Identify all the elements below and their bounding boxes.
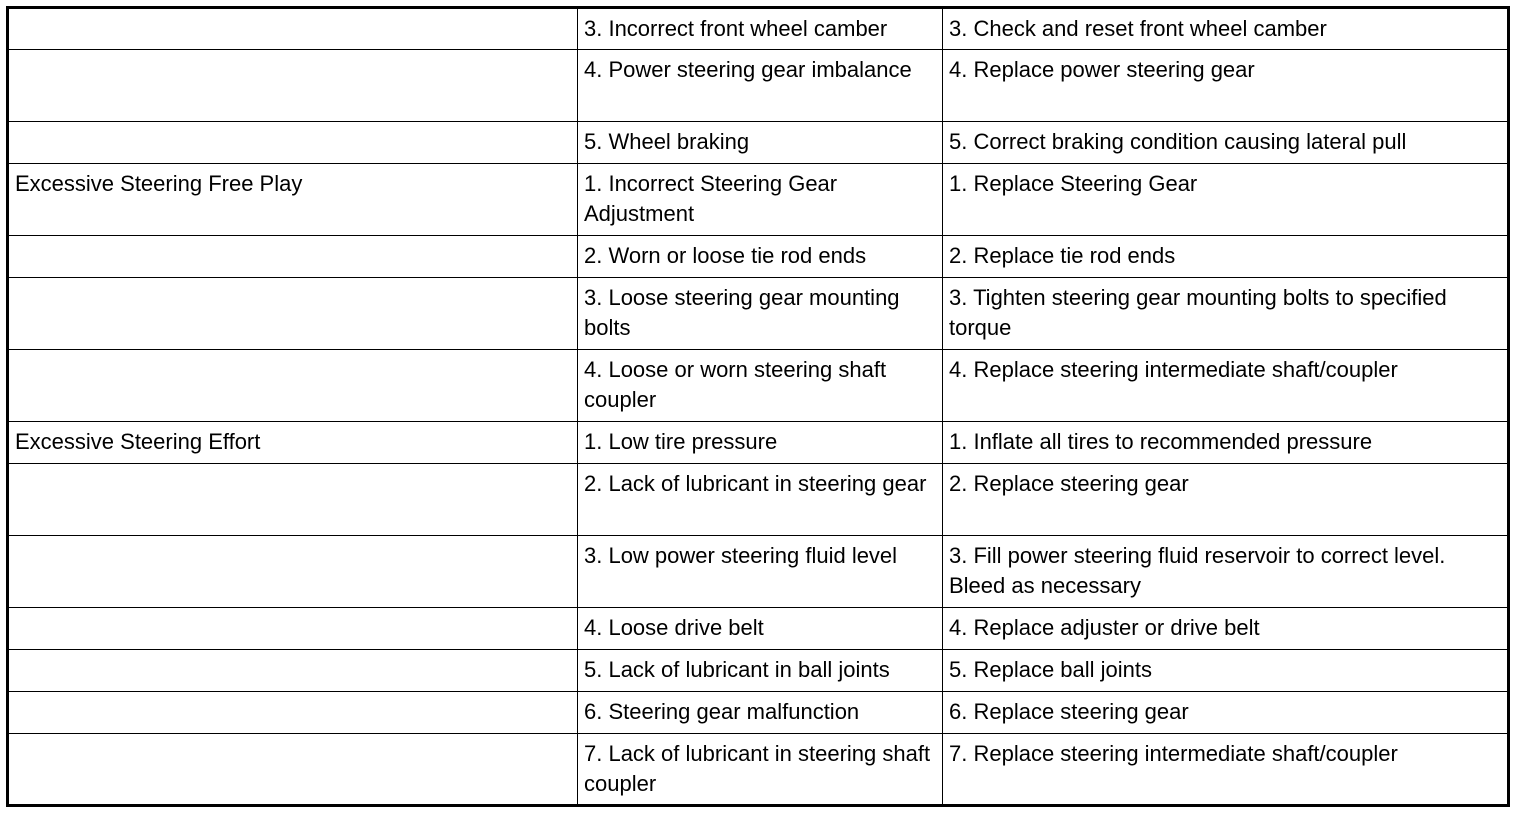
- table-row: [8, 164, 1509, 236]
- correction-cell: 1. Inflate all tires to recommended pressure: [943, 422, 1509, 464]
- correction-cell: 3. Check and reset front wheel camber: [943, 8, 1509, 50]
- correction-cell: 5. Correct braking condition causing lateral pull: [943, 122, 1509, 164]
- cause-cell: 1. Low tire pressure: [578, 422, 943, 464]
- condition-cell: [8, 608, 578, 650]
- cause-cell: 5. Wheel braking: [578, 122, 943, 164]
- cause-cell: 3. Loose steering gear mounting bolts: [578, 278, 943, 350]
- table-row: [8, 650, 1509, 692]
- table-row: [8, 734, 1509, 806]
- condition-cell: Excessive Steering Effort: [8, 422, 578, 464]
- condition-cell: [8, 464, 578, 536]
- diagnosis-table: [6, 6, 1510, 807]
- correction-cell: 3. Tighten steering gear mounting bolts to specified torque: [943, 278, 1509, 350]
- correction-cell: 3. Fill power steering fluid reservoir to correct level. Bleed as necessary: [943, 536, 1509, 608]
- correction-cell: 4. Replace steering intermediate shaft/coupler: [943, 350, 1509, 422]
- cause-cell: 5. Lack of lubricant in ball joints: [578, 650, 943, 692]
- cause-cell: 4. Power steering gear imbalance: [578, 50, 943, 122]
- table-row: [8, 8, 1509, 50]
- correction-cell: 2. Replace tie rod ends: [943, 236, 1509, 278]
- condition-cell: [8, 692, 578, 734]
- correction-cell: 1. Replace Steering Gear: [943, 164, 1509, 236]
- condition-cell: [8, 650, 578, 692]
- condition-cell: [8, 122, 578, 164]
- cause-cell: 1. Incorrect Steering Gear Adjustment: [578, 164, 943, 236]
- cause-cell: 6. Steering gear malfunction: [578, 692, 943, 734]
- table-row: [8, 608, 1509, 650]
- correction-cell: 6. Replace steering gear: [943, 692, 1509, 734]
- cause-cell: 4. Loose or worn steering shaft coupler: [578, 350, 943, 422]
- cause-cell: 2. Lack of lubricant in steering gear: [578, 464, 943, 536]
- correction-cell: 2. Replace steering gear: [943, 464, 1509, 536]
- correction-cell: 7. Replace steering intermediate shaft/coupler: [943, 734, 1509, 806]
- table-row: [8, 536, 1509, 608]
- table-row: [8, 50, 1509, 122]
- table-row: [8, 278, 1509, 350]
- cause-cell: 3. Low power steering fluid level: [578, 536, 943, 608]
- condition-cell: Excessive Steering Free Play: [8, 164, 578, 236]
- condition-cell: [8, 236, 578, 278]
- table-row: [8, 422, 1509, 464]
- table-row: [8, 350, 1509, 422]
- table-row: [8, 464, 1509, 536]
- condition-cell: [8, 734, 578, 806]
- correction-cell: 5. Replace ball joints: [943, 650, 1509, 692]
- condition-cell: [8, 278, 578, 350]
- table-row: [8, 692, 1509, 734]
- cause-cell: 2. Worn or loose tie rod ends: [578, 236, 943, 278]
- correction-cell: 4. Replace adjuster or drive belt: [943, 608, 1509, 650]
- correction-cell: 4. Replace power steering gear: [943, 50, 1509, 122]
- condition-cell: [8, 8, 578, 50]
- condition-cell: [8, 536, 578, 608]
- table-row: [8, 122, 1509, 164]
- cause-cell: 7. Lack of lubricant in steering shaft coupler: [578, 734, 943, 806]
- cause-cell: 3. Incorrect front wheel camber: [578, 8, 943, 50]
- condition-cell: [8, 350, 578, 422]
- table-row: [8, 236, 1509, 278]
- cause-cell: 4. Loose drive belt: [578, 608, 943, 650]
- condition-cell: [8, 50, 578, 122]
